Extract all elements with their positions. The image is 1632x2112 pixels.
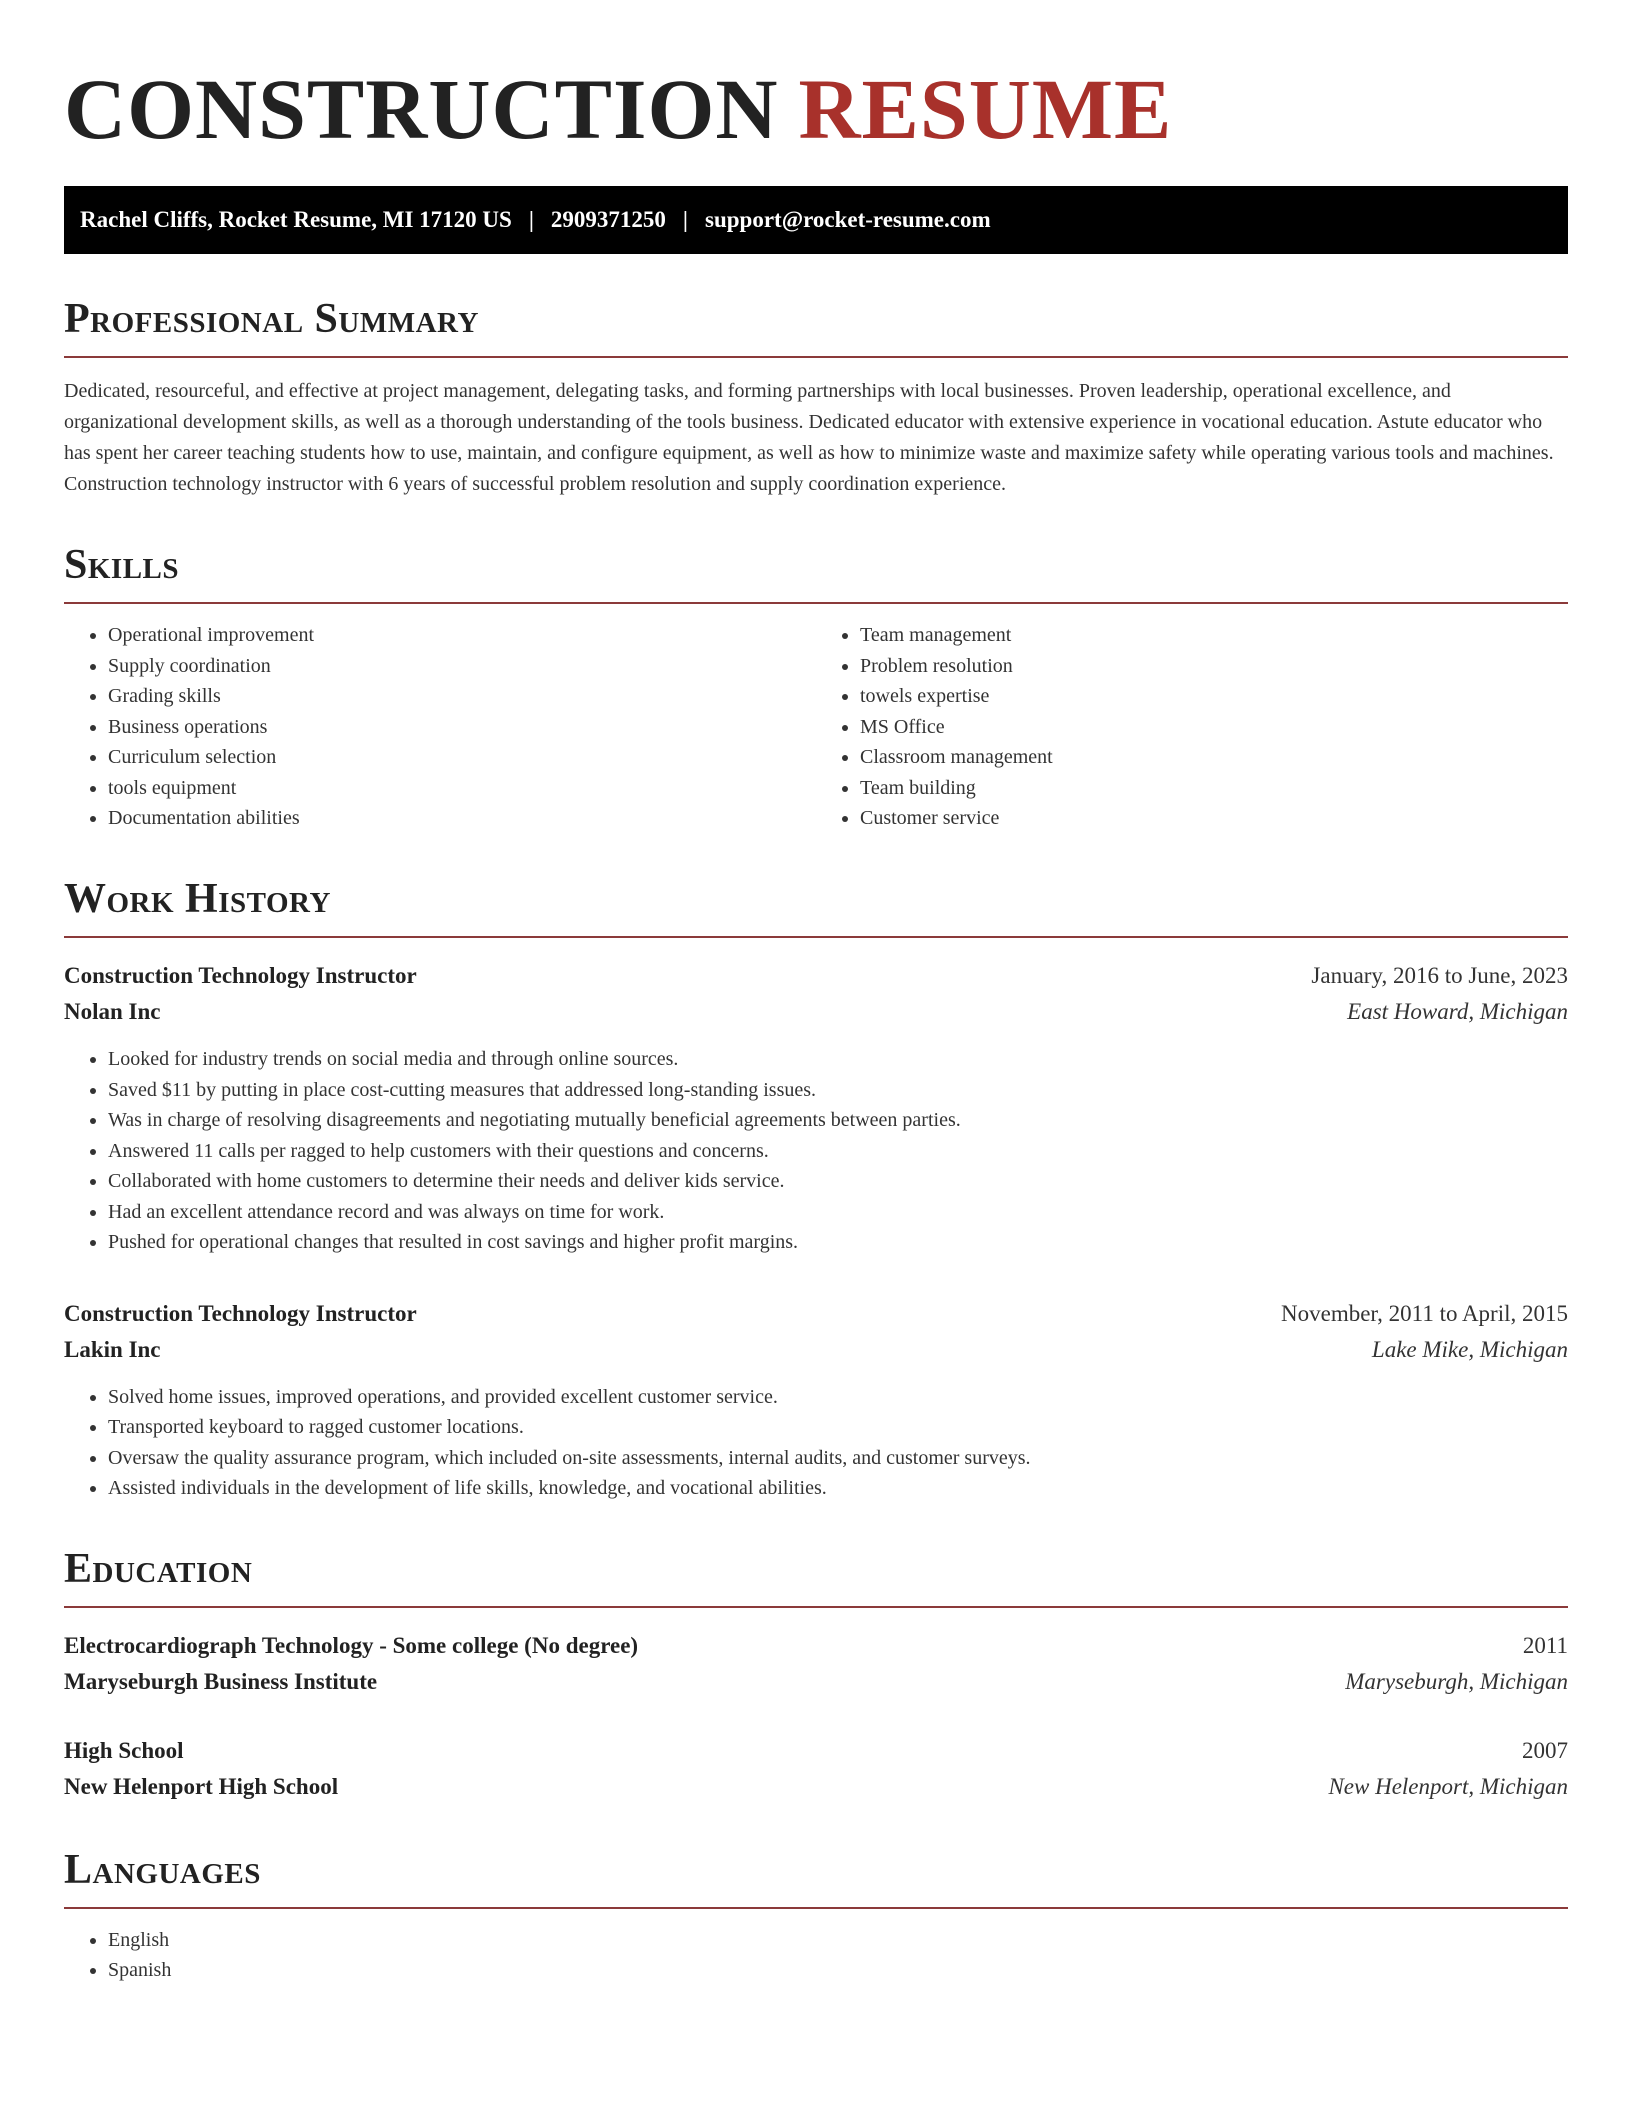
section-divider (64, 356, 1568, 358)
job-duty: • Pushed for operational changes that resulted in cost savings and higher profit margins. (108, 1227, 1568, 1258)
job-duty: • Saved $11 by putting in place cost-cutting measures that addressed long-standing issues. (108, 1075, 1568, 1106)
job-header-row (64, 958, 1568, 994)
job-company: Lakin Inc (64, 1336, 161, 1362)
job-title: Construction Technology Instructor (64, 1300, 417, 1326)
job-duty: • Had an excellent attendance record and was always on time for work. (108, 1197, 1568, 1228)
section-divider (64, 936, 1568, 938)
resume-title (64, 56, 1568, 157)
job-duty: • Solved home issues, improved operations, and provided excellent customer service. (108, 1382, 1568, 1413)
education-heading: Education (64, 1545, 253, 1592)
contact-separator: | (682, 207, 688, 232)
job-dates: January, 2016 to June, 2023 (1311, 963, 1568, 989)
skills-list-left (64, 620, 816, 834)
language-item: • English (108, 1925, 1568, 1956)
job-duty: • Assisted individuals in the development of life skills, knowledge, and vocational abilities. (108, 1473, 1568, 1504)
contact-email: support@rocket-resume.com (705, 207, 991, 232)
education-location: New Helenport, Michigan (1328, 1773, 1568, 1799)
languages-heading: Languages (64, 1846, 261, 1893)
section-divider (64, 602, 1568, 604)
skill-item: • Grading skills (108, 681, 816, 712)
job-company-row (64, 1332, 1568, 1368)
education-entry (64, 1733, 1568, 1805)
skill-item: • Operational improvement (108, 620, 816, 651)
job-header-row (64, 1296, 1568, 1332)
contact-bar (64, 186, 1568, 254)
skill-item: • MS Office (860, 712, 1568, 743)
skill-item: • Classroom management (860, 742, 1568, 773)
skill-item: • Supply coordination (108, 651, 816, 682)
skill-item: • Customer service (860, 803, 1568, 834)
education-degree: High School (64, 1737, 184, 1763)
education-school: Maryseburgh Business Institute (64, 1668, 378, 1694)
job-company-row (64, 994, 1568, 1030)
section-divider (64, 1606, 1568, 1608)
education-year: 2011 (1522, 1632, 1568, 1658)
skill-item: • towels expertise (860, 681, 1568, 712)
summary-text: Dedicated, resourceful, and effective at project management, delegating tasks, and forming partnerships with local businesses. Proven leadership, operational excellence, and organizational development skills, as well as a thorough understanding of the tools business. Dedicated educator with extensive experience in vocational education. Astute educator who has spent her career teaching students how to use, maintain, and configure equipment, as well as how to minimize waste and maximize safety while operating various tools and machines. Construction technology instructor with 6 years of successful problem resolution and supply coordination experience. (64, 380, 1554, 496)
contact-phone: 2909371250 (550, 207, 666, 232)
job-duty: • Was in charge of resolving disagreements and negotiating mutually beneficial agreements between parties. (108, 1105, 1568, 1136)
job-duties-list (64, 1044, 1568, 1258)
job-location: Lake Mike, Michigan (1371, 1336, 1568, 1362)
title-main: CONSTRUCTION (64, 61, 779, 157)
job-duty: • Answered 11 calls per ragged to help customers with their questions and concerns. (108, 1136, 1568, 1167)
skill-item: • Problem resolution (860, 651, 1568, 682)
languages-section (64, 1847, 1568, 1986)
skills-section (64, 542, 1568, 834)
skill-item: • Business operations (108, 712, 816, 743)
skill-item: • Documentation abilities (108, 803, 816, 834)
job-location: East Howard, Michigan (1347, 999, 1568, 1025)
job-duty: • Collaborated with home customers to determine their needs and deliver kids service. (108, 1166, 1568, 1197)
education-school-row (64, 1769, 1568, 1805)
work-history-section (64, 876, 1568, 1504)
job-entry (64, 1296, 1568, 1504)
work-history-heading: Work History (64, 875, 331, 922)
job-title: Construction Technology Instructor (64, 963, 417, 989)
job-entry (64, 958, 1568, 1258)
contact-name-address: Rachel Cliffs, Rocket Resume, MI 17120 US (80, 207, 512, 232)
skill-item: • Curriculum selection (108, 742, 816, 773)
skill-item: • Team management (860, 620, 1568, 651)
education-entry (64, 1628, 1568, 1700)
education-school-row (64, 1664, 1568, 1700)
title-accent: RESUME (798, 61, 1173, 157)
education-degree-row (64, 1628, 1568, 1664)
education-year: 2007 (1522, 1737, 1568, 1763)
skills-heading: Skills (64, 542, 180, 589)
education-section (64, 1546, 1568, 1805)
job-duty: • Oversaw the quality assurance program, which included on-site assessments, internal audits, and customer surveys. (108, 1443, 1568, 1474)
contact-separator: | (528, 207, 534, 232)
education-degree-row (64, 1733, 1568, 1769)
summary-section (64, 296, 1568, 500)
job-company: Nolan Inc (64, 999, 161, 1025)
languages-list (64, 1925, 1568, 1986)
skill-item: • tools equipment (108, 773, 816, 804)
skill-item: • Team building (860, 773, 1568, 804)
section-divider (64, 1907, 1568, 1909)
job-duty: • Transported keyboard to ragged customer locations. (108, 1412, 1568, 1443)
job-duty: • Looked for industry trends on social media and through online sources. (108, 1044, 1568, 1075)
job-duties-list (64, 1382, 1568, 1504)
skills-columns (64, 620, 1568, 834)
summary-heading: Professional Summary (64, 296, 479, 342)
job-dates: November, 2011 to April, 2015 (1281, 1300, 1568, 1326)
education-degree: Electrocardiograph Technology - Some college (No degree) (64, 1632, 639, 1658)
education-location: Maryseburgh, Michigan (1345, 1668, 1568, 1694)
language-item: • Spanish (108, 1955, 1568, 1986)
education-school: New Helenport High School (64, 1773, 339, 1799)
skills-list-right (816, 620, 1568, 834)
